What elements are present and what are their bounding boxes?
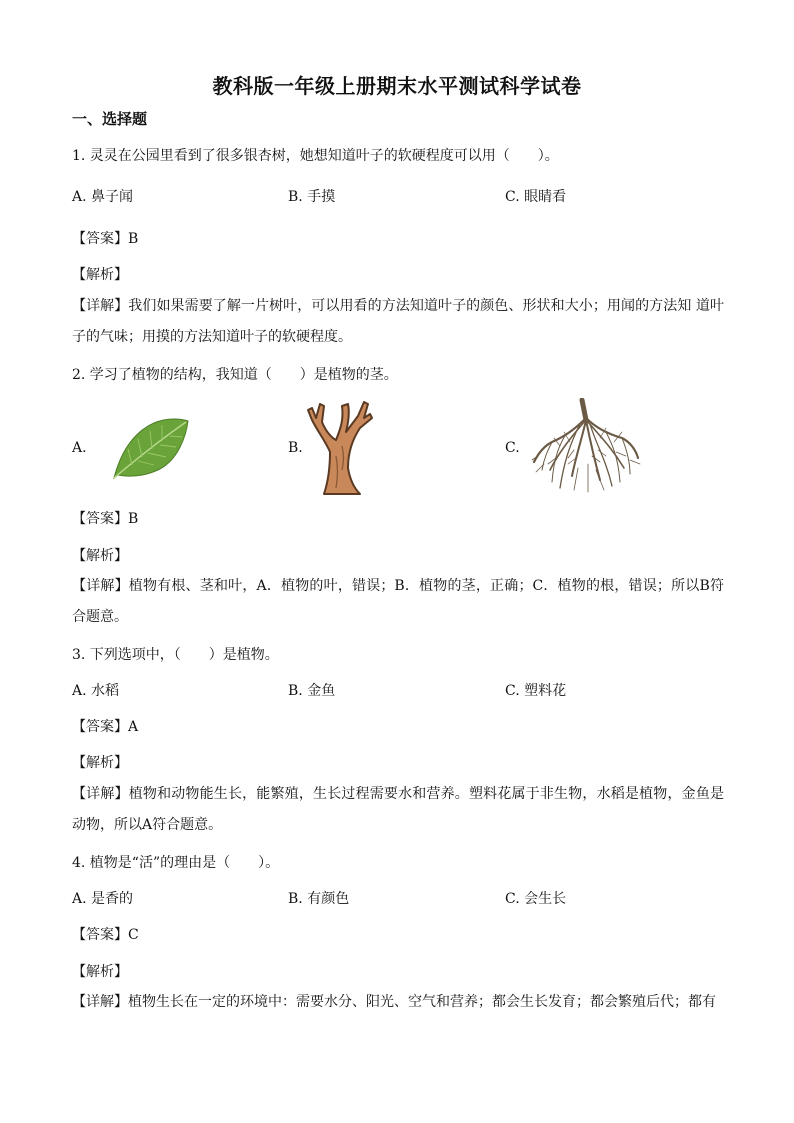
question-3-answer: 【答案】A (72, 719, 139, 735)
question-2-option-b: B. (288, 440, 303, 456)
question-2-detail: 【详解】植物有根、茎和叶，A．植物的叶，错误；B．植物的茎，正确；C．植物的根，错误；所以B符合题意。 (72, 578, 724, 625)
question-1-detail: 【详解】我们如果需要了解一片树叶，可以用看的方法知道叶子的颜色、形状和大小；用闻的方法知 道叶子的气味；用摸的方法知道叶子的软硬程度。 (72, 298, 724, 345)
question-4-stem: 4. 植物是“活”的理由是（ ）。 (72, 855, 280, 871)
question-4-option-b: B. 有颜色 (288, 891, 350, 907)
question-3-option-c: C. 塑料花 (505, 683, 567, 699)
question-4-option-a: A. 是香的 (72, 891, 134, 907)
page-title: 教科版一年级上册期末水平测试科学试卷 (212, 74, 582, 98)
question-3-option-a: A. 水稻 (72, 683, 120, 699)
question-1-stem: 1. 灵灵在公园里看到了很多银杏树，她想知道叶子的软硬程度可以用（ ）。 (72, 148, 559, 164)
question-1-answer: 【答案】B (72, 231, 139, 247)
question-1-option-b: B. 手摸 (288, 189, 336, 205)
question-2-option-c: C. (505, 440, 520, 456)
question-2-stem: 2. 学习了植物的结构，我知道（ ）是植物的茎。 (72, 367, 398, 383)
leaf-image (110, 415, 190, 481)
roots-image (530, 398, 642, 494)
tree-trunk-image (302, 396, 374, 496)
question-4-answer: 【答案】C (72, 927, 139, 943)
question-3-analysis: 【解析】 (72, 755, 128, 771)
section-heading: 一、选择题 (72, 110, 148, 128)
question-3-option-b: B. 金鱼 (288, 683, 336, 699)
question-3-stem: 3. 下列选项中，（ ）是植物。 (72, 647, 279, 663)
question-4-option-c: C. 会生长 (505, 891, 567, 907)
question-1-analysis: 【解析】 (72, 267, 128, 283)
question-2-analysis: 【解析】 (72, 548, 128, 564)
question-4-analysis: 【解析】 (72, 964, 128, 980)
question-4-detail: 【详解】植物生长在一定的环境中：需要水分、阳光、空气和营养；都会生长发育；都会繁殖后代；都有 (72, 994, 716, 1010)
question-2-option-a: A. (72, 440, 87, 456)
question-2-answer: 【答案】B (72, 511, 139, 527)
question-3-detail: 【详解】植物和动物能生长，能繁殖，生长过程需要水和营养。塑料花属于非生物，水稻是植物，金鱼是动物，所以A符合题意。 (72, 786, 724, 833)
question-1-option-c: C. 眼睛看 (505, 189, 567, 205)
question-1-option-a: A. 鼻子闻 (72, 189, 134, 205)
